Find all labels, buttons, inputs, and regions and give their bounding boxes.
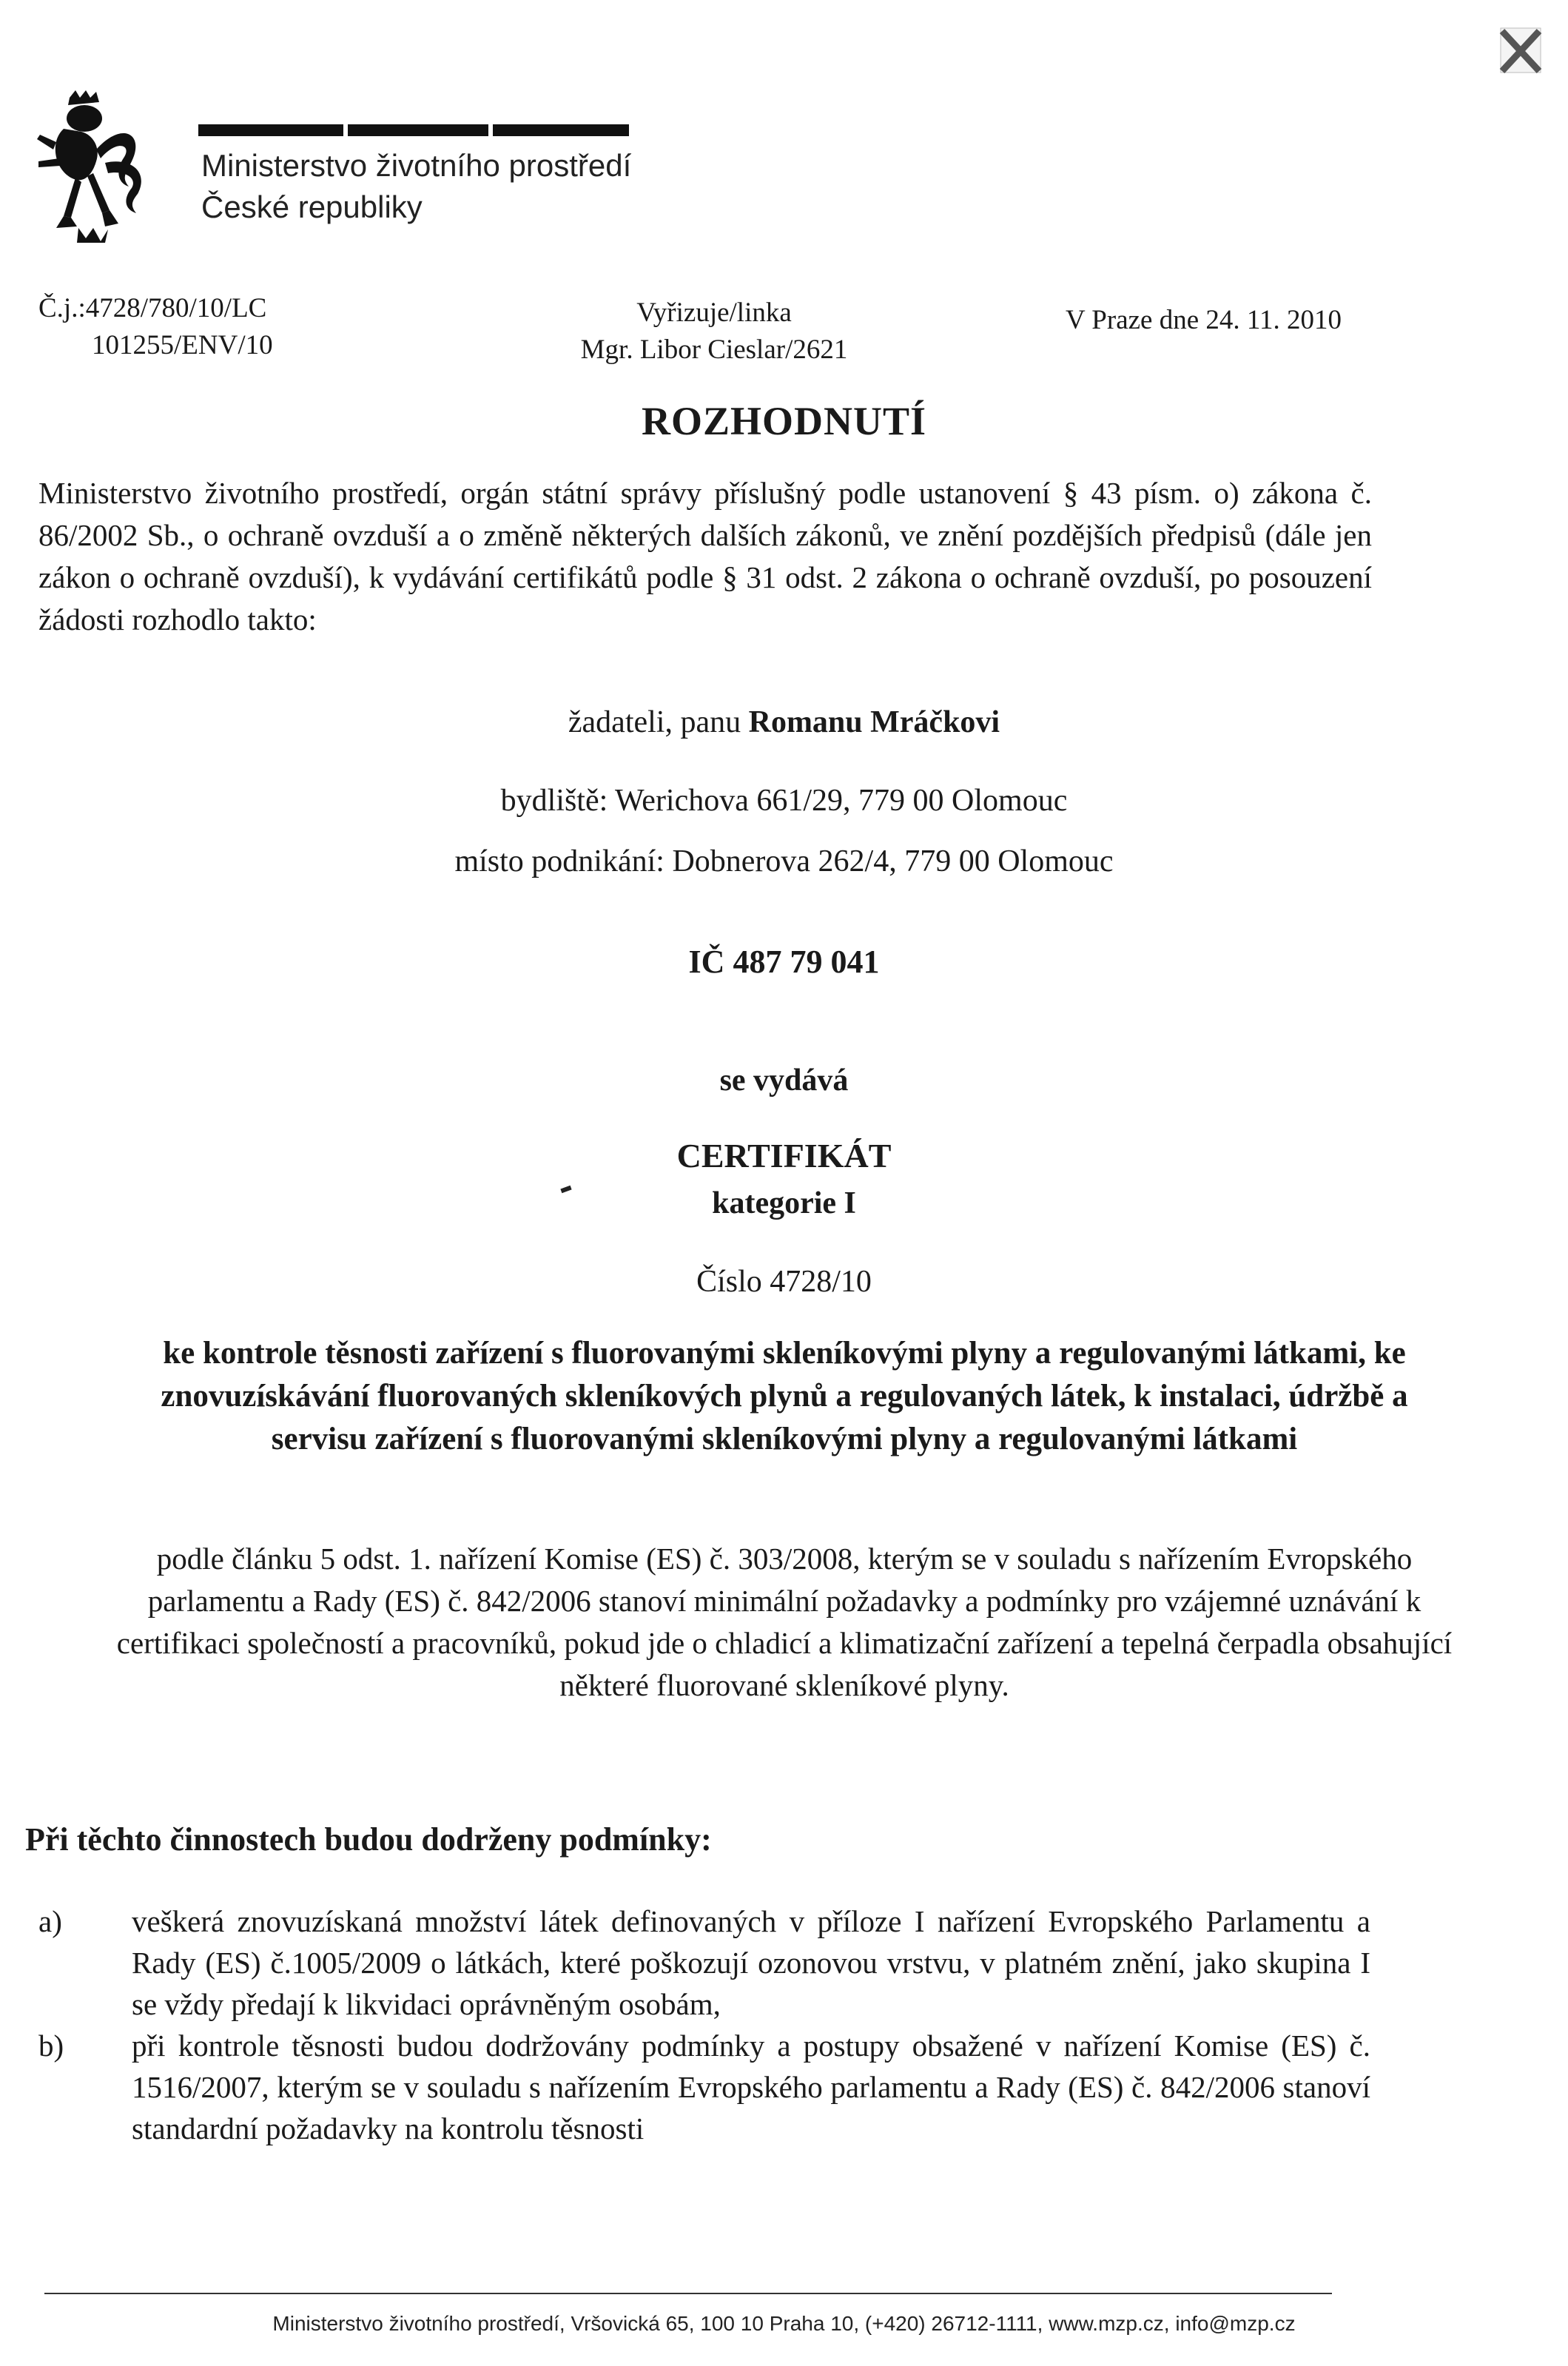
ministry-name-line1: Ministerstvo životního prostředí: [201, 148, 632, 183]
certificate-heading: CERTIFIKÁT: [676, 1137, 892, 1174]
applicant-line: [0, 702, 1568, 743]
applicant-business-address: místo podnikání: Dobnerova 262/4, 779 00 Olomouc: [454, 844, 1114, 878]
applicant-residence: bydliště: Werichova 661/29, 779 00 Olomouc: [500, 784, 1068, 818]
handler-block: [559, 295, 869, 369]
reference-line1: Č.j.:4728/780/10/LC: [38, 293, 267, 323]
condition-marker: b): [38, 2029, 64, 2063]
reference-number: [38, 290, 273, 364]
condition-text: veškerá znovuzískaná množství látek definovaných v příloze I nařízení Evropského Parlamentu a Rady (ES) č.1005/2009 o látkách, které poškozují ozonovou vrstvu, v platném znění, jako skupina I se vždy předají k likvidaci oprávněným osobám,: [132, 1904, 1370, 2021]
issue-statement: se vydává: [719, 1063, 849, 1098]
cancel-x-stamp-icon: [1487, 22, 1554, 81]
certificate-category: kategorie I: [712, 1186, 856, 1220]
applicant-prefix: žadateli, panu: [568, 705, 749, 739]
ministry-name: [201, 145, 631, 228]
certificate-number: Číslo 4728/10: [696, 1265, 872, 1299]
applicant-ic: IČ 487 79 041: [688, 944, 880, 980]
intro-paragraph: Ministerstvo životního prostředí, orgán státní správy příslušný podle ustanovení § 43 písm. o) zákona č. 86/2002 Sb., o ochraně ovzduší a o změně některých dalších zákonů, ve znění pozdějších předpisů (dále jen zákon o ochraně ovzduší), k vydávání certifikátů podle § 31 odst. 2 zákona o ochraně ovzduší, po posouzení žádosti rozhodlo takto:: [38, 476, 1372, 636]
letterhead-rule: [198, 124, 629, 136]
footer-divider: [44, 2293, 1332, 2294]
footer-contact: Ministerstvo životního prostředí, Vršovická 65, 100 10 Praha 10, (+420) 26712-1111, www.mzp.cz, info@mzp.cz: [272, 2312, 1296, 2335]
applicant-name: Romanu Mráčkovi: [748, 705, 1000, 739]
handler-name: Mgr. Libor Cieslar/2621: [580, 335, 848, 365]
handler-label: Vyřizuje/linka: [636, 298, 792, 328]
reference-line2: 101255/ENV/10: [92, 330, 273, 360]
issue-date: V Praze dne 24. 11. 2010: [1066, 305, 1342, 335]
condition-item: [38, 2025, 1370, 2149]
legal-basis-paragraph: podle článku 5 odst. 1. nařízení Komise (ES) č. 303/2008, kterým se v souladu s nařízením Evropského parlamentu a Rady (ES) č. 842/2006 stanoví minimální požadavky a podmínky pro vzájemné uznávání k certifikaci společností a pracovníků, pokud jde o chladicí a klimatizační zařízení a tepelná čerpadla obsahující některé fluorované skleníkové plyny.: [116, 1542, 1453, 1702]
condition-marker: a): [38, 1904, 62, 1938]
condition-text: při kontrole těsnosti budou dodržovány podmínky a postupy obsažené v nařízení Komise (ES) č. 1516/2007, kterým se v souladu s nařízením Evropského parlamentu a Rady (ES) č. 842/2006 stanoví standardní požadavky na kontrolu těsnosti: [132, 2029, 1370, 2145]
czech-lion-emblem-icon: [34, 90, 160, 246]
ministry-name-line2: České republiky: [201, 189, 423, 224]
conditions-heading: Při těchto činnostech budou dodrženy podmínky:: [25, 1821, 712, 1858]
condition-item: [38, 1900, 1370, 2025]
document-title: ROZHODNUTÍ: [641, 399, 927, 443]
certificate-scope: ke kontrole těsnosti zařízení s fluorovanými skleníkovými plyny a regulovanými látkami, ke znovuzískávání fluorovaných skleníkových plynů a regulovaných látek, k instalaci, údržbě a servisu zařízení s fluorovanými skleníkovými plyny a regulovanými látkami: [161, 1336, 1408, 1456]
